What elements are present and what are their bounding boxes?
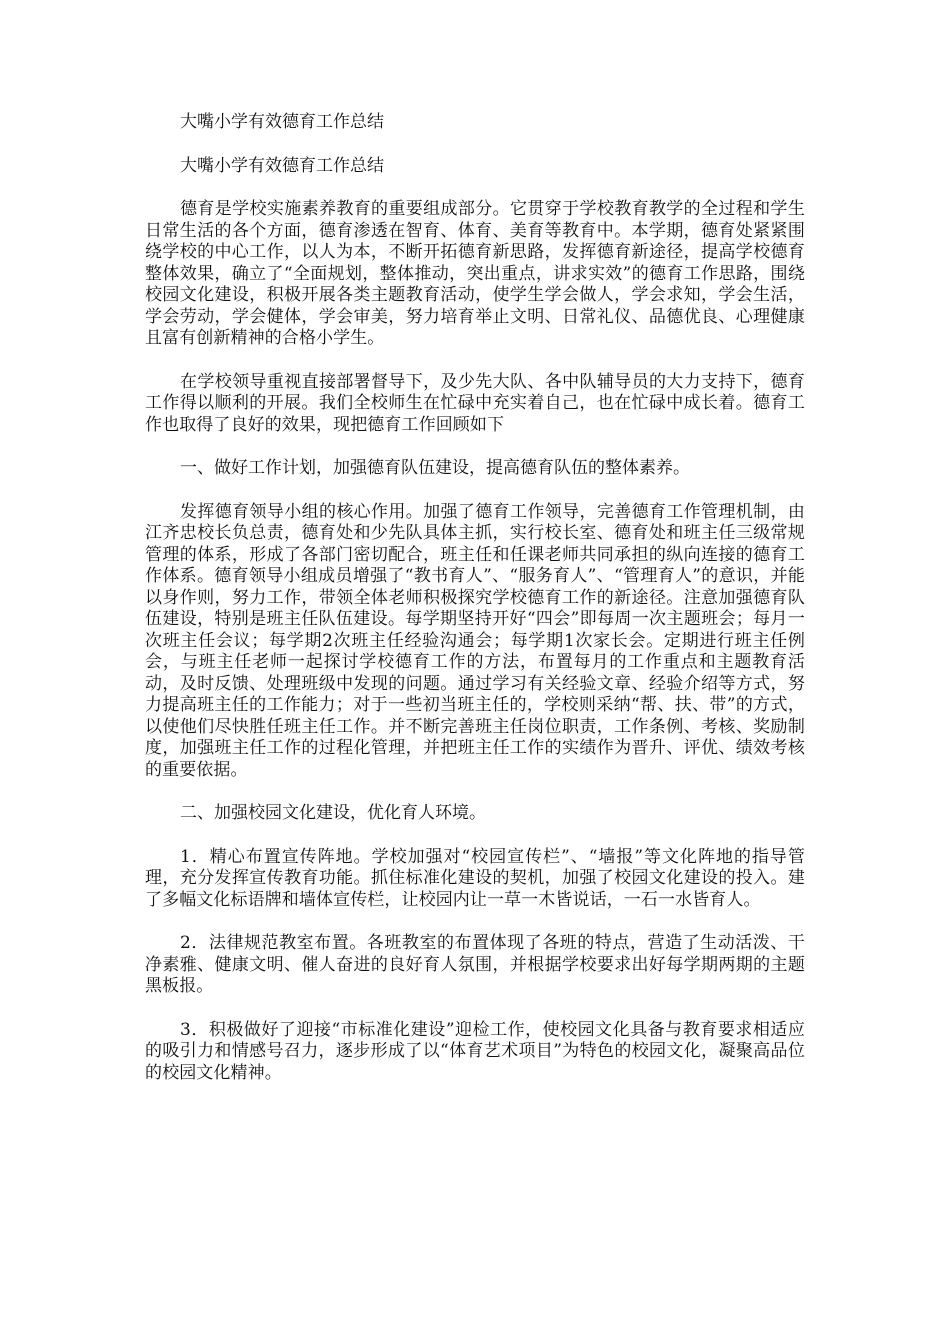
intro-paragraph: 德育是学校实施素养教育的重要组成部分。它贯穿于学校教育教学的全过程和学生日常生活的各个方面，德育渗透在智育、体育、美育等教育中。本学期，德育处紧紧围绕学校的中心工作，以人为本，不断开拓德育新思路，发挥德育新途径，提高学校德育整体效果，确立了“全面规划，整体推动，突出重点，讲求实效”的德育工作思路，围绕校园文化建设，积极开展各类主题教育活动，使学生学会做人，学会求知，学会生活，学会劳动，学会健体，学会审美，努力培育举止文明、日常礼仪、品德优良、心理健康且富有创新精神的合格小学生。 xyxy=(145,199,805,348)
document-subtitle: 大嘴小学有效德育工作总结 xyxy=(180,155,384,176)
section1-heading: 一、做好工作计划，加强德育队伍建设，提高德育队伍的整体素养。 xyxy=(180,458,690,478)
section1-body: 发挥德育领导小组的核心作用。加强了德育工作领导，完善德育工作管理机制，由江齐忠校长负总责，德育处和少先队具体主抓，实行校长室、德育处和班主任三级常规管理的体系，形成了各部门密切配合，班主任和任课老师共同承担的纵向连接的德育工作体系。德育领导小组成员增强了“教书育人”、“服务育人”、“管理育人”的意识，并能以身作则，努力工作，带领全体老师积极探究学校德育工作的新途径。注意加强德育队伍建设，特别是班主任队伍建设。每学期坚持开好“四会”即每周一次主题班会；每月一次班主任会议；每学期2次班主任经验沟通会；每学期1次家长会。定期进行班主任例会，与班主任老师一起探讨学校德育工作的方法，布置每月的工作重点和主题教育活动，及时反馈、处理班级中发现的问题。通过学习有关经验文章、经验介绍等方式，努力提高班主任的工作能力；对于一些初当班主任的，学校则采纳“帮、扶、带”的方式，以使他们尽快胜任班主任工作。并不断完善班主任岗位职责，工作条例、考核、奖励制度，加强班主任工作的过程化管理，并把班主任工作的实绩作为晋升、评优、绩效考核的重要依据。 xyxy=(145,501,805,780)
section2-item-3: 3．积极做好了迎接“市标准化建设”迎检工作，使校园文化具备与教育要求相适应的吸引力和情感号召力，逐步形成了以“体育艺术项目”为特色的校园文化，凝聚高品位的校园文化精神。 xyxy=(145,1019,805,1083)
section2-heading: 二、加强校园文化建设，优化育人环境。 xyxy=(180,803,486,823)
document-page xyxy=(145,112,805,1106)
document-title: 大嘴小学有效德育工作总结 xyxy=(180,112,384,132)
overview-paragraph: 在学校领导重视直接部署督导下，及少先大队、各中队辅导员的大力支持下，德育工作得以顺利的开展。我们全校师生在忙碌中充实着自己，也在忙碌中成长着。德育工作也取得了良好的效果，现把德育工作回顾如下 xyxy=(145,371,805,435)
section2-item-2: 2．法律规范教室布置。各班教室的布置体现了各班的特点，营造了生动活泼、干净素雅、健康文明、催人奋进的良好育人氛围，并根据学校要求出好每学期两期的主题黑板报。 xyxy=(145,933,805,996)
section2-item-1: 1．精心布置宣传阵地。学校加强对“校园宣传栏”、“墙报”等文化阵地的指导管理，充分发挥宣传教育功能。抓住标准化建设的契机，加强了校园文化建设的投入。建了多幅文化标语牌和墙体宣传栏，让校园内让一草一木皆说话，一石一水皆育人。 xyxy=(145,846,805,910)
